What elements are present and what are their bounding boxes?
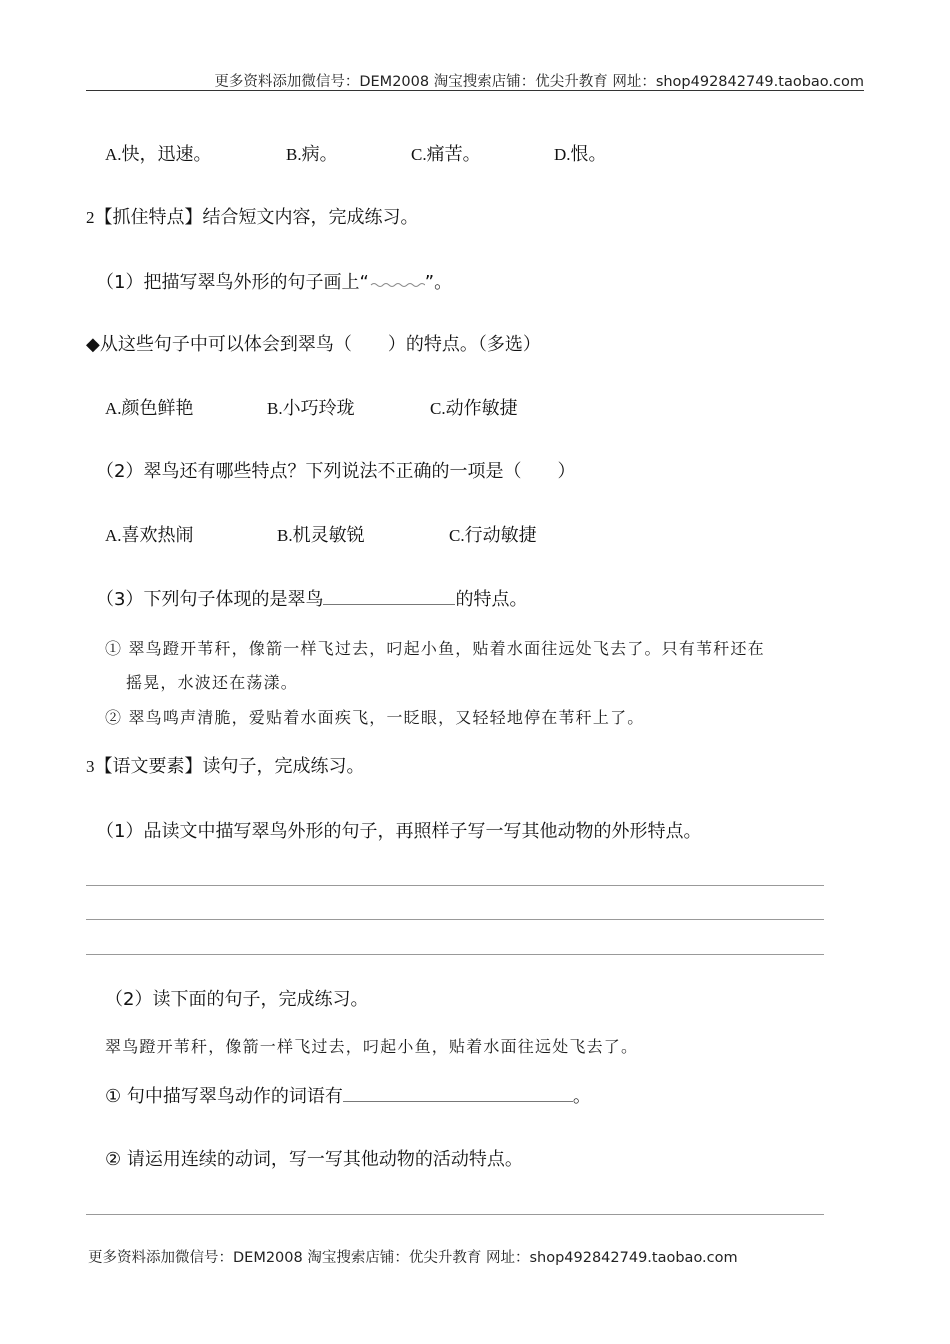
q2-heading [86,203,419,229]
writing-line[interactable] [86,1214,824,1215]
option-text: 快，迅速。 [121,144,212,165]
q2-part3-prefix: （3）下列句子体现的是翠鸟 [96,589,324,610]
q2-sentence-2: ② 翠鸟鸣声清脆，爱贴着水面疾飞，一眨眼，又轻轻地停在苇秆上了。 [105,708,645,727]
q3-part2: （2）读下面的句子，完成练习。 [105,989,369,1010]
option-text: 恨。 [570,144,607,165]
option-letter: C. [449,526,465,545]
option-letter: B. [267,399,283,418]
q2-sentence-1: ① 翠鸟蹬开苇秆，像箭一样飞过去，叼起小鱼，贴着水面往远处飞去了。只有苇秆还在 [105,639,765,658]
q2-part1 [96,268,452,294]
option-text: 病。 [301,144,338,165]
q3-part2-q2: ② 请运用连续的动词，写一写其他动物的活动特点。 [105,1149,523,1170]
header-divider [86,90,864,91]
option-letter: A. [105,399,122,418]
option-text: 喜欢热闹 [121,525,194,546]
page-footer: 更多资料添加微信号：DEM2008 淘宝搜索店铺：优尖升教育 网址：shop492842749.taobao.com [88,1250,738,1266]
q2-part1-suffix: ”。 [424,272,453,293]
writing-line[interactable] [86,954,824,955]
option-text: 痛苦。 [426,144,481,165]
q2-part3-suffix: 的特点。 [455,589,528,610]
option-letter: A. [105,526,122,545]
option-text: 行动敏捷 [464,525,537,546]
question-number: 2 [86,208,95,227]
option-letter: C. [411,145,427,164]
q2-part1-sub: ◆从这些句子中可以体会到翠鸟（ ）的特点。（多选） [86,334,541,355]
q2-part2: （2）翠鸟还有哪些特点？下列说法不正确的一项是（ ） [96,461,576,482]
q2-p1-option-b [267,394,355,420]
option-letter: B. [286,145,302,164]
option-text: 动作敏捷 [445,398,518,419]
option-text: 小巧玲珑 [282,398,355,419]
q3-heading [86,752,365,778]
q1-option-d [554,140,607,166]
q1-option-b [286,140,338,166]
option-letter: D. [554,145,571,164]
q3-sentence: 翠鸟蹬开苇秆，像箭一样飞过去，叼起小鱼，贴着水面往远处飞去了。 [105,1037,639,1056]
q1-option-a [105,140,212,166]
q3-part2-q1 [105,1082,591,1108]
q2-sentence-1-cont: 摇晃，水波还在荡漾。 [126,673,299,692]
q2-p2-option-b [277,521,365,547]
question-title: 【抓住特点】结合短文内容，完成练习。 [94,207,419,228]
option-letter: C. [430,399,446,418]
writing-line[interactable] [86,885,824,886]
q2-p2-option-c [449,521,537,547]
q2-part1-prefix: （1）把描写翠鸟外形的句子画上“ [96,272,369,293]
q2-p1-option-c [430,394,518,420]
option-text: 颜色鲜艳 [121,398,194,419]
q2-p2-option-a [105,521,194,547]
q1-option-c [411,140,481,166]
answer-blank[interactable] [343,1083,573,1102]
option-letter: B. [277,526,293,545]
answer-blank[interactable] [323,586,455,605]
writing-line[interactable] [86,919,824,920]
option-letter: A. [105,145,122,164]
q2-p1-option-a [105,394,194,420]
question-number: 3 [86,757,95,776]
q3-part1: （1）品读文中描写翠鸟外形的句子，再照样子写一写其他动物的外形特点。 [96,821,702,842]
q3-part2-q1-prefix: ① 句中描写翠鸟动作的词语有 [105,1086,343,1107]
q2-part3 [96,585,527,611]
q3-part2-q1-suffix: 。 [572,1086,591,1107]
question-title: 【语文要素】读句子，完成练习。 [94,756,365,777]
option-text: 机灵敏锐 [292,525,365,546]
wavy-underline-mark [369,274,425,288]
page-header: 更多资料添加微信号：DEM2008 淘宝搜索店铺：优尖升教育 网址：shop492842749.taobao.com [214,74,864,90]
